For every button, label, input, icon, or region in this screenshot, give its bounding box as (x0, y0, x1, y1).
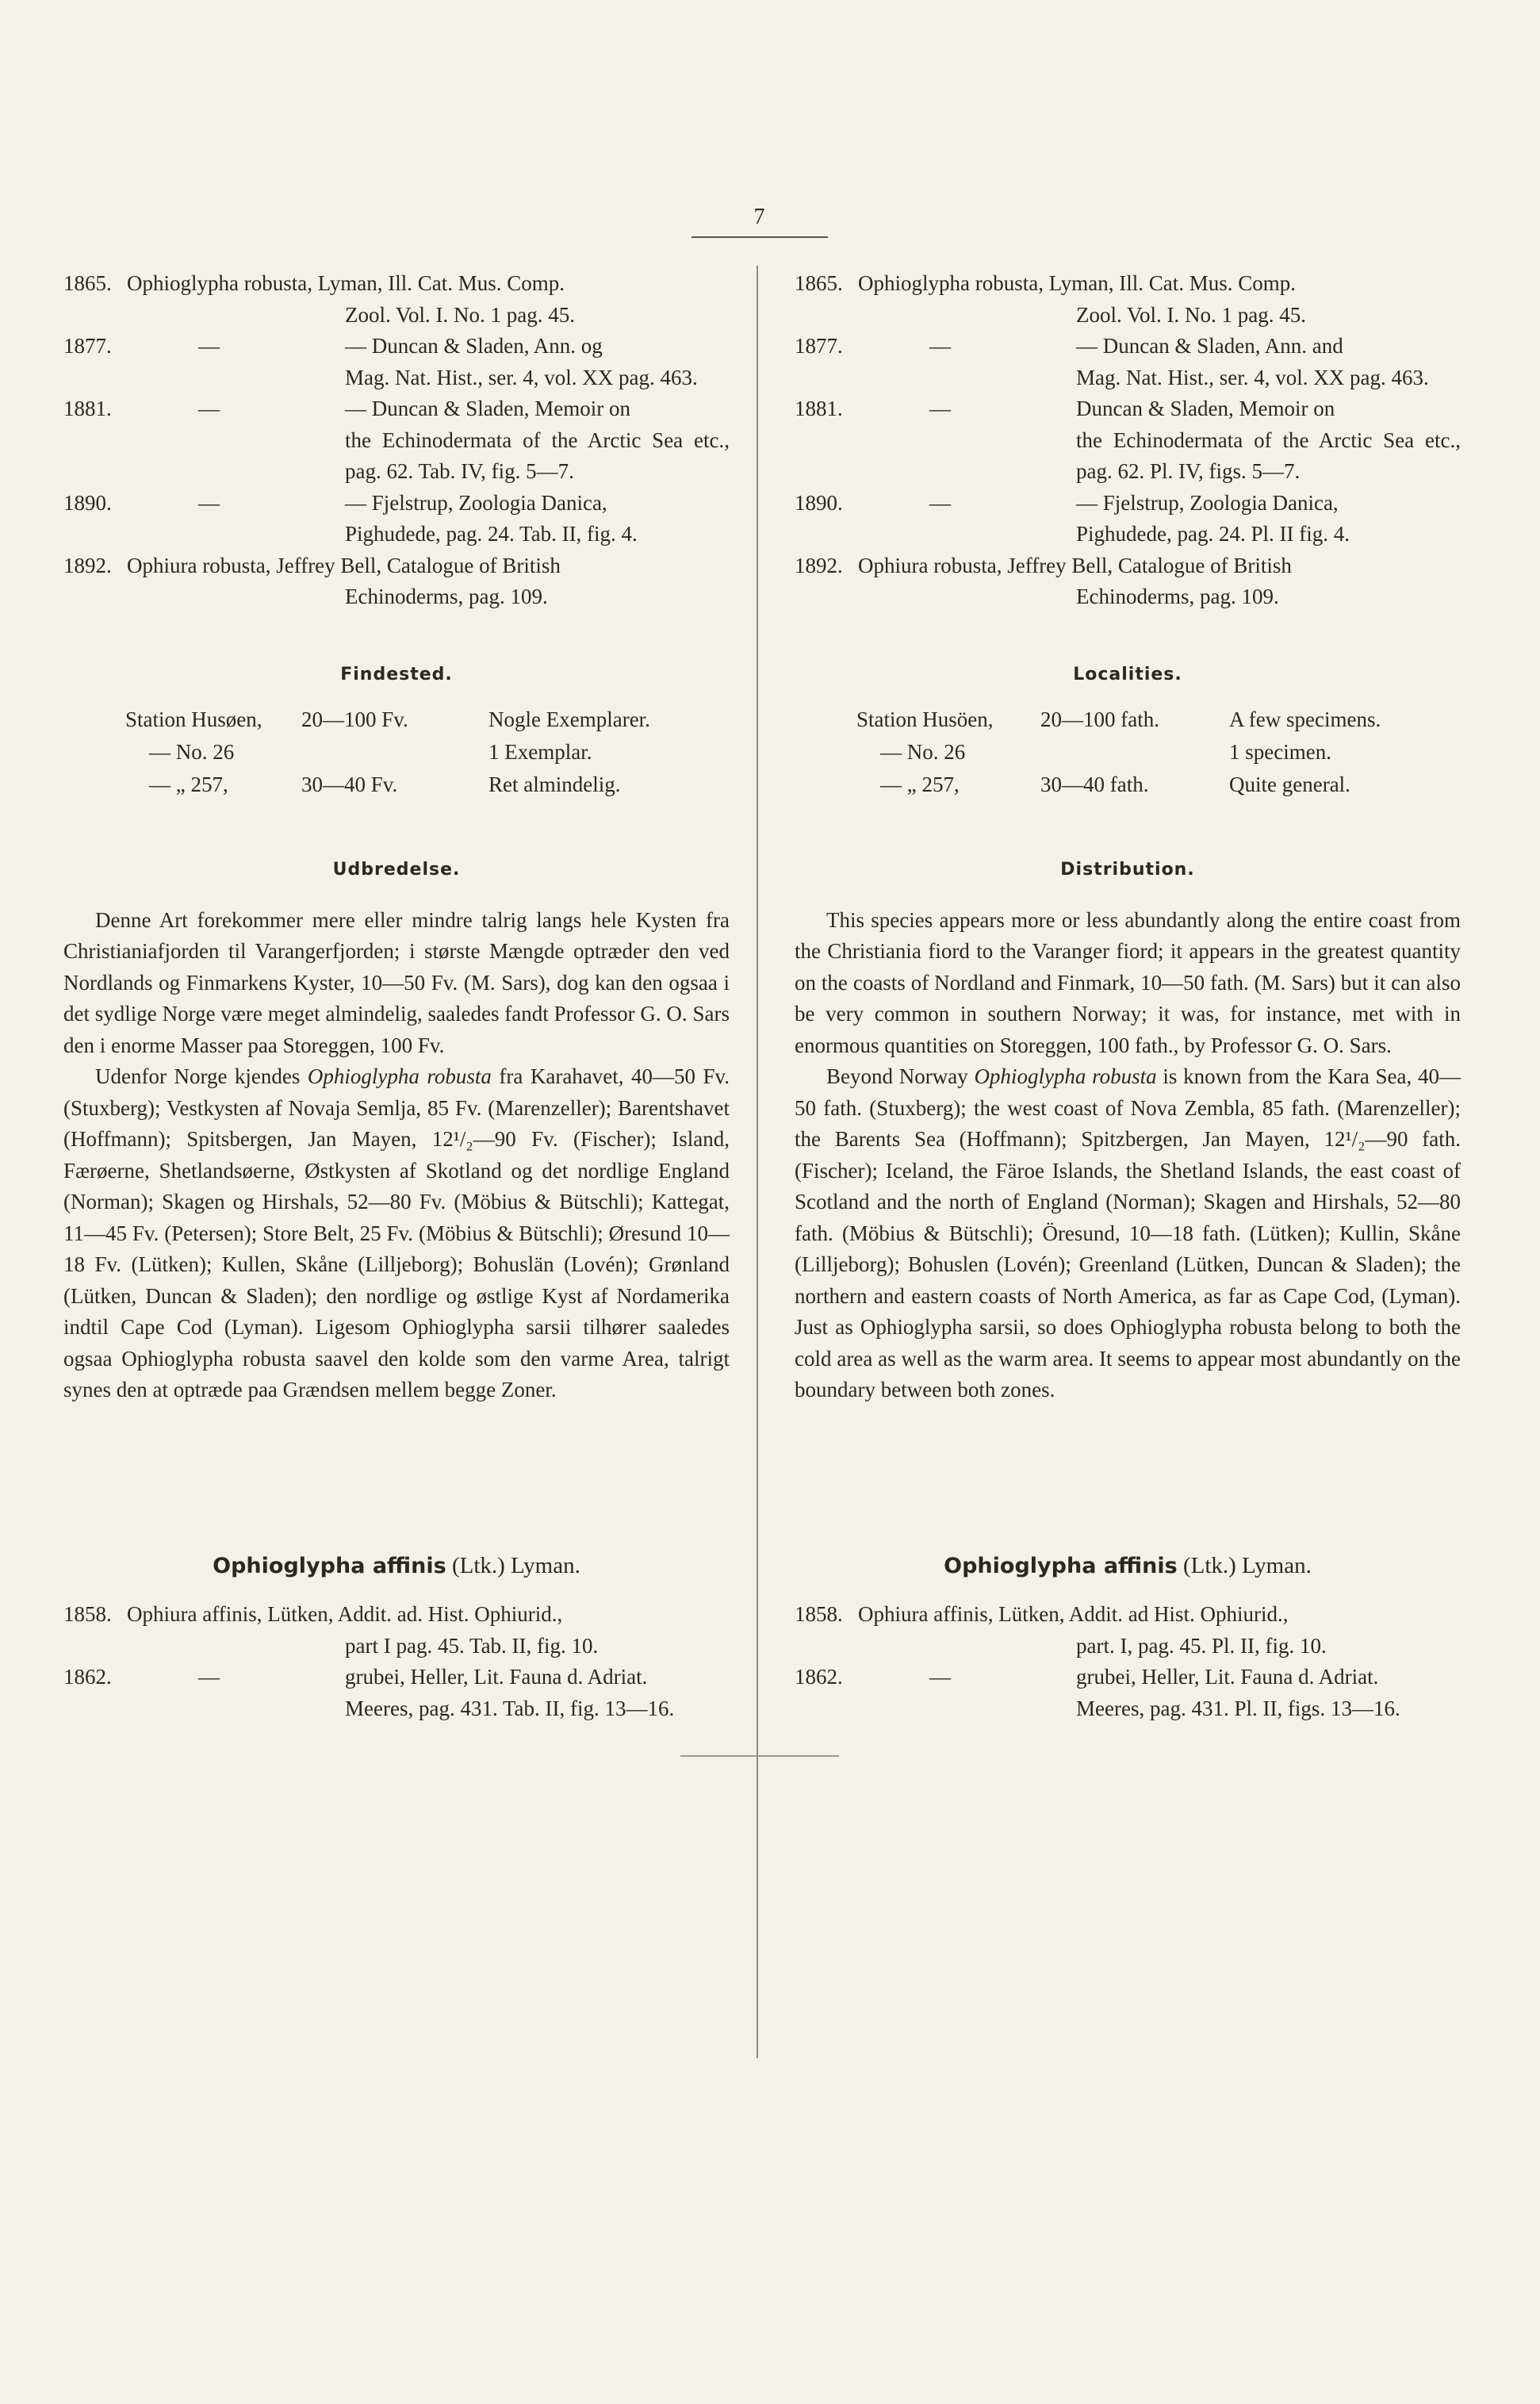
entry-year: 1858. (795, 1602, 843, 1626)
locality-abundance: A few specimens. (1229, 707, 1381, 731)
entry-citation: Ophioglypha robusta, Lyman, Ill. Cat. Mus. Comp. (127, 271, 565, 295)
locality-station: Station Husöen, (856, 707, 994, 731)
entry-citation-continued: the Echinodermata of the Arctic Sea etc., pag. 62. Tab. IV, fig. 5—7. (345, 428, 730, 483)
synonymy-list-2 (795, 1599, 1461, 1724)
synonymy-entry (795, 331, 1461, 393)
page-number-rule (691, 236, 828, 238)
entry-citation-continued: Mag. Nat. Hist., ser. 4, vol. XX pag. 463. (1076, 365, 1429, 389)
findested-heading: Findested. (340, 664, 453, 684)
ditto-dash: — (198, 490, 220, 515)
page-number: 7 (753, 205, 765, 229)
locality-abundance: 1 Exemplar. (488, 740, 592, 764)
ditto-dash: — (929, 334, 951, 358)
entry-citation: — Duncan & Sladen, Memoir on (345, 397, 630, 420)
entry-citation: Ophiura affinis, Lütken, Addit. ad Hist. Ophiurid., (858, 1602, 1289, 1626)
locality-station: — „ 257, (880, 773, 960, 796)
section-divider-rule (680, 1755, 839, 1757)
entry-year: 1862. (63, 1665, 112, 1689)
ditto-dash: — (198, 1665, 220, 1689)
species-title: Ophioglypha affinis (Ltk.) Lyman. (944, 1552, 1312, 1578)
synonymy-entry (63, 331, 730, 393)
entry-citation-continued: Meeres, pag. 431. Tab. II, fig. 13—16. (345, 1696, 675, 1720)
entry-citation-continued: part I pag. 45. Tab. II, fig. 10. (345, 1633, 599, 1658)
left-column-norwegian (63, 268, 730, 1724)
synonymy-list (795, 268, 1461, 613)
column-divider (757, 266, 758, 2058)
synonymy-entry (795, 1662, 1461, 1724)
ditto-dash: — (198, 334, 220, 358)
entry-citation: — Fjelstrup, Zoologia Danica, (345, 490, 607, 515)
entry-year: 1881. (63, 397, 112, 420)
locality-row (795, 704, 1461, 737)
synonymy-entry (795, 1599, 1461, 1662)
synonymy-entry (63, 393, 730, 488)
locality-station: Station Husøen, (125, 707, 262, 731)
synonymy-entry (795, 268, 1461, 331)
entry-citation: Ophiura robusta, Jeffrey Bell, Catalogue of British (858, 553, 1292, 577)
entry-citation: Duncan & Sladen, Memoir on (1076, 397, 1335, 420)
locality-station: — No. 26 (149, 740, 235, 764)
synonymy-entry (795, 488, 1461, 550)
distribution-paragraph-2: Beyond Norway Ophioglypha robusta is known from the Kara Sea, 40—50 fath. (Stuxberg); the west coast of Nova Zembla, 85 fath. (Marenzeller); the Barents Sea (Hoffmann); Spitzbergen, Jan Mayen, 12¹/₂—90 fath. (Fischer); Iceland, the Färoe Islands, the Shetland Islands, the east coast of Scotland and the north of England (Norman); Skagen and Hirshals, 52—80 fath. (Möbius & Bütschli); Öresund, 10—18 fath. (Lütken); Kullin, Skåne (Lilljeborg); Bohuslen (Lovén); Greenland (Lütken, Duncan & Sladen); the northern and eastern coasts of North America, as far as Cape Cod, (Lyman). Just as Ophioglypha sarsii, so does Ophioglypha robusta belong to both the cold area as well as the warm area. It seems to appear most abundantly on the boundary between both zones. (795, 1064, 1461, 1401)
synonymy-entry (63, 1662, 730, 1724)
entry-citation-continued: Meeres, pag. 431. Pl. II, figs. 13—16. (1076, 1696, 1400, 1720)
synonymy-entry (63, 488, 730, 550)
entry-citation-continued: Echinoderms, pag. 109. (1076, 585, 1279, 608)
entry-citation: — Fjelstrup, Zoologia Danica, (1076, 490, 1339, 515)
entry-year: 1858. (63, 1602, 112, 1626)
locality-row (795, 769, 1461, 802)
synonymy-entry (795, 393, 1461, 488)
entry-citation-continued: Zool. Vol. I. No. 1 pag. 45. (1076, 302, 1306, 327)
entry-year: 1862. (795, 1665, 843, 1689)
locality-station: — No. 26 (880, 740, 966, 764)
entry-year: 1890. (63, 490, 112, 515)
entry-year: 1877. (63, 334, 112, 358)
entry-citation: Ophiura affinis, Lütken, Addit. ad. Hist. Ophiurid., (127, 1602, 563, 1626)
synonymy-list (63, 268, 730, 613)
species-title: Ophioglypha affinis (Ltk.) Lyman. (213, 1552, 580, 1578)
localities-heading: Localities. (1073, 664, 1182, 684)
entry-citation-continued: the Echinodermata of the Arctic Sea etc., pag. 62. Pl. IV, figs. 5—7. (1076, 428, 1461, 483)
localities-table (795, 704, 1461, 802)
entry-citation: — Duncan & Sladen, Ann. og (345, 334, 603, 358)
distribution-paragraph-2: Udenfor Norge kjendes Ophioglypha robusta fra Karahavet, 40—50 Fv. (Stuxberg); Vestkysten af Novaja Semlja, 85 Fv. (Marenzeller); Barentshavet (Hoffmann); Spitsbergen, Jan Mayen, 12¹/₂—90 Fv. (Fischer); Island, Færøerne, Shetlandsøerne, Østkysten af Skotland og det nordlige England (Norman); Skagen og Hirshals, 52—80 Fv. (Möbius & Bütschli); Kattegat, 11—45 Fv. (Petersen); Store Belt, 25 Fv. (Möbius & Bütschli); Øresund 10—18 Fv. (Lütken); Kullen, Skåne (Lilljeborg); Bohuslän (Lovén); Grønland (Lütken, Duncan & Sladen); den nordlige og østlige Kyst af Nordamerika indtil Cape Cod (Lyman). Ligesom Ophioglypha sarsii tilhører saaledes ogsaa Ophioglypha robusta saavel den kolde som den varme Area, talrigt synes den at optræde paa Grændsen mellem begge Zoner. (63, 1064, 730, 1401)
locality-row (63, 737, 730, 769)
localities-table (63, 704, 730, 802)
synonymy-entry (63, 268, 730, 331)
synonymy-list-2 (63, 1599, 730, 1724)
entry-year: 1877. (795, 334, 843, 358)
locality-depth: 20—100 fath. (1040, 707, 1159, 731)
locality-abundance: Quite general. (1229, 773, 1350, 796)
entry-year: 1865. (63, 271, 112, 295)
entry-citation-continued: Zool. Vol. I. No. 1 pag. 45. (345, 302, 575, 327)
synonymy-entry (795, 550, 1461, 613)
locality-abundance: Nogle Exemplarer. (488, 707, 650, 731)
entry-citation: — Duncan & Sladen, Ann. and (1076, 334, 1343, 358)
ditto-dash: — (929, 490, 951, 515)
entry-year: 1881. (795, 397, 843, 420)
entry-citation: grubei, Heller, Lit. Fauna d. Adriat. (345, 1665, 648, 1689)
right-column-english (795, 268, 1461, 1724)
ditto-dash: — (929, 1665, 951, 1689)
distribution-paragraph-1: This species appears more or less abundantly along the entire coast from the Christiania fiord to the Varanger fiord; it appears in the greatest quantity on the coasts of Nordland and Finmark, 10—50 fath. (M. Sars) but it can also be very common in southern Norway; it was, for instance, met with in enormous quantities on Storeggen, 100 fath., by Professor G. O. Sars. (795, 907, 1461, 1057)
entry-citation-continued: Pighudede, pag. 24. Tab. II, fig. 4. (345, 522, 638, 546)
entry-year: 1890. (795, 490, 843, 515)
entry-citation: grubei, Heller, Lit. Fauna d. Adriat. (1076, 1665, 1379, 1689)
entry-year: 1892. (795, 553, 843, 577)
locality-row (795, 737, 1461, 769)
synonymy-entry (63, 1599, 730, 1662)
ditto-dash: — (198, 397, 220, 420)
locality-depth: 20—100 Fv. (301, 707, 408, 731)
entry-citation-continued: Pighudede, pag. 24. Pl. II fig. 4. (1076, 522, 1350, 546)
udbredelse-heading: Udbredelse. (332, 860, 461, 880)
entry-citation-continued: Mag. Nat. Hist., ser. 4, vol. XX pag. 463. (345, 365, 698, 389)
locality-abundance: Ret almindelig. (488, 773, 621, 796)
entry-year: 1865. (795, 271, 843, 295)
entry-citation: Ophiura robusta, Jeffrey Bell, Catalogue of British (127, 553, 561, 577)
entry-citation-continued: Echinoderms, pag. 109. (345, 585, 548, 608)
locality-row (63, 769, 730, 802)
entry-citation-continued: part. I, pag. 45. Pl. II, fig. 10. (1076, 1633, 1327, 1658)
synonymy-entry (63, 550, 730, 613)
locality-station: — „ 257, (149, 773, 228, 796)
locality-depth: 30—40 Fv. (301, 773, 398, 796)
entry-year: 1892. (63, 553, 112, 577)
entry-citation: Ophioglypha robusta, Lyman, Ill. Cat. Mus. Comp. (858, 271, 1296, 295)
locality-depth: 30—40 fath. (1040, 773, 1149, 796)
distribution-heading: Distribution. (1060, 860, 1195, 880)
locality-row (63, 704, 730, 737)
ditto-dash: — (929, 397, 951, 420)
locality-abundance: 1 specimen. (1229, 740, 1331, 764)
distribution-paragraph-1: Denne Art forekommer mere eller mindre talrig langs hele Kysten fra Christianiafjorden til Varangerfjorden; i største Mængde optræder den ved Nordlands og Finmarkens Kyster, 10—50 Fv. (M. Sars), dog kan den ogsaa i det sydlige Norge være meget almindelig, saaledes fandt Professor G. O. Sars den i enorme Masser paa Storeggen, 100 Fv. (63, 907, 730, 1057)
